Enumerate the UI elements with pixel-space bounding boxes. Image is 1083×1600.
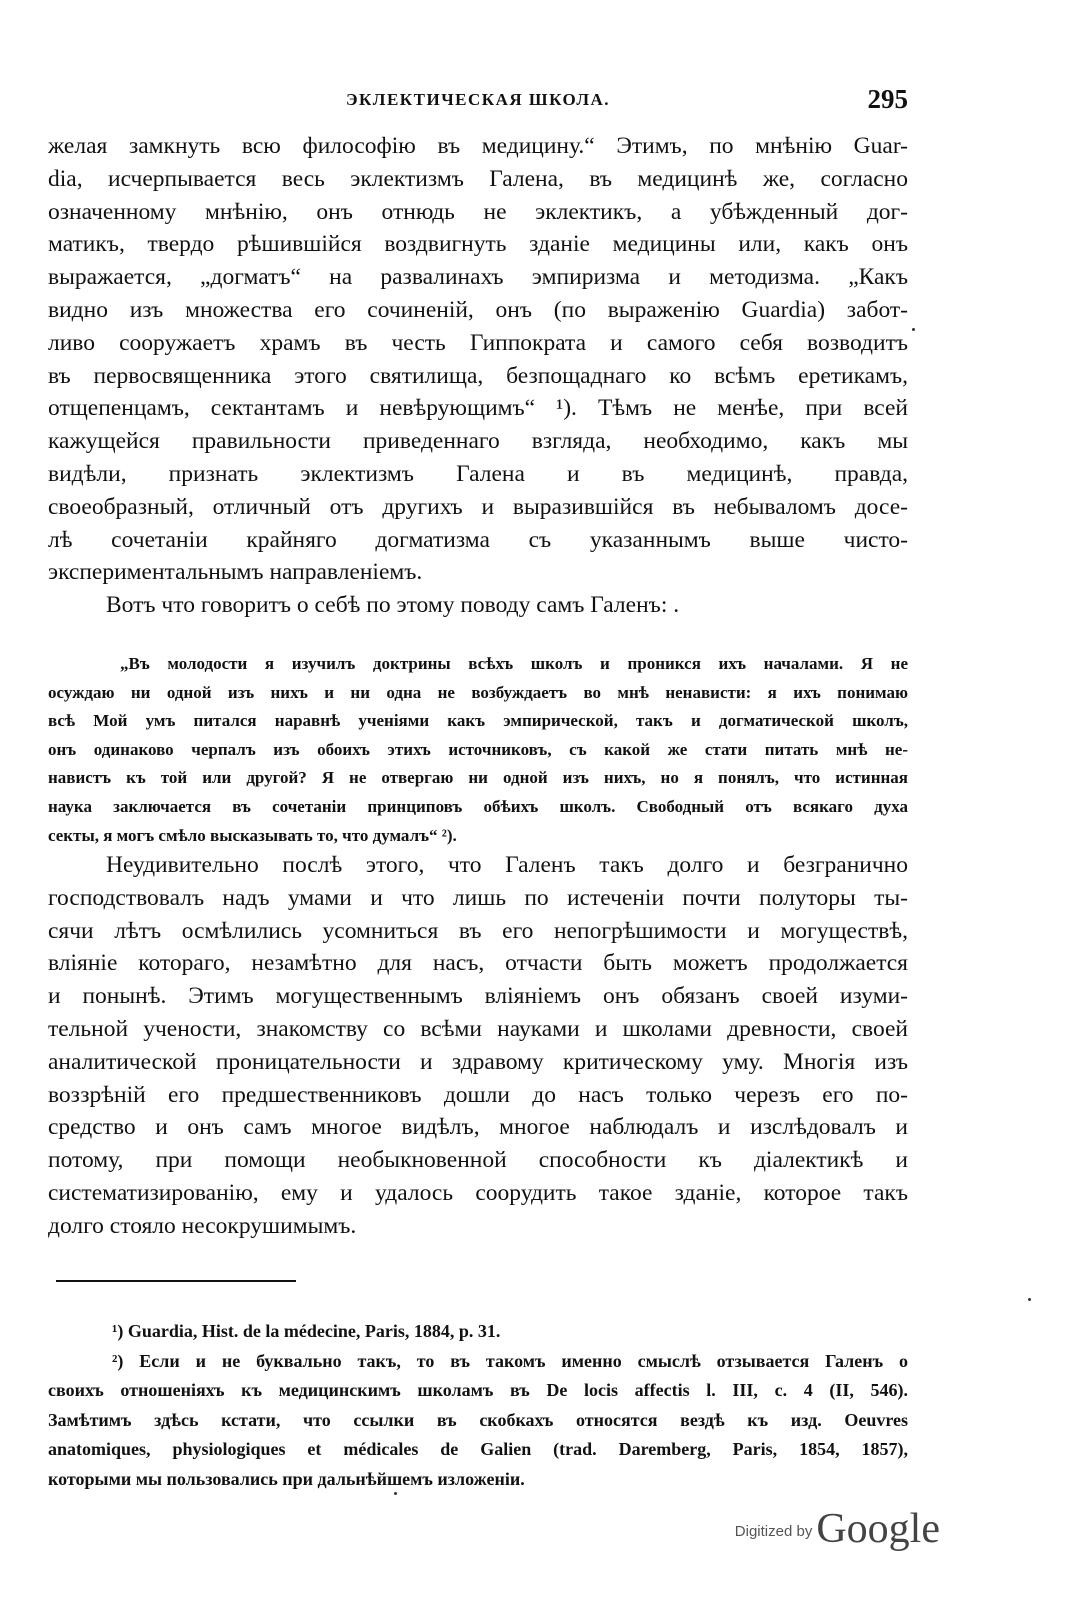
page-speck: [912, 328, 915, 331]
quote-line: онъ одинаково черпалъ изъ обоихъ этихъ источниковъ, съ какой же стати питать мнѣ не-: [48, 739, 908, 759]
text-line: и понынѣ. Этимъ могущественнымъ вліяніемъ онъ обязанъ своей изуми-: [48, 983, 908, 1010]
footnotes: [48, 1317, 908, 1494]
quote-intro-line: Вотъ что говоритъ о себѣ по этому поводу самъ Галенъ: .: [106, 592, 680, 619]
quote-line: „Въ молодости я изучилъ доктрины всѣхъ школъ и проникся ихъ началами. Я не: [120, 654, 908, 673]
running-head-title: ЭКЛЕКТИЧЕСКАЯ ШКОЛА.: [345, 90, 611, 109]
page-speck: [394, 1492, 397, 1495]
text-line: аналитической проницательности и здравому критическому уму. Многія изъ: [48, 1048, 908, 1075]
google-logo: Google: [816, 1506, 940, 1552]
text-line: лѣ сочетаніи крайняго догматизма съ указаннымъ выше чисто-: [48, 526, 908, 553]
digitization-watermark: [735, 1500, 940, 1550]
quote-line: наука заключается въ сочетаніи принциповъ обѣихъ школъ. Свободный отъ всякаго духа: [48, 796, 908, 816]
text-line: долго стояло несокрушимымъ.: [48, 1212, 357, 1239]
galen-quote: [48, 650, 908, 850]
text-line: въ первосвященника этого святилища, безпощаднаго ко всѣмъ еретикамъ,: [48, 362, 908, 389]
quote-line: всѣ Мой умъ питался наравнѣ ученіями какъ эмпирической, такъ и догматической школъ,: [48, 711, 908, 731]
text-line: сячи лѣтъ осмѣлились усомниться въ его непогрѣшимости и могуществѣ,: [48, 917, 908, 944]
text-line: видно изъ множества его сочиненій, онъ (по выраженію Guardia) забот-: [48, 296, 908, 323]
text-line: dia, исчерпывается весь эклектизмъ Галена, въ медицинѣ же, согласно: [48, 165, 908, 192]
text-line: воззрѣній его предшественниковъ дошли до насъ только черезъ его по-: [48, 1081, 908, 1108]
text-line: экспериментальнымъ направленіемъ.: [48, 559, 423, 586]
text-line: кажущейся правильности приведеннаго взгляда, необходимо, какъ мы: [48, 428, 908, 455]
footnote-2-line: Замѣтимъ здѣсь кстати, что ссылки въ скобкахъ относятся вездѣ къ изд. Oeuvres: [48, 1409, 908, 1430]
text-line: систематизированію, ему и удалось соорудить такое зданіе, которое такъ: [48, 1179, 908, 1206]
text-line: отщепенцамъ, сектантамъ и невѣрующимъ“ ¹). Тѣмъ не менѣе, при всей: [48, 395, 908, 422]
footnote-2-line: anatomiques, physiologiques et médicales de Galien (trad. Daremberg, Paris, 1854, 1857),: [48, 1439, 908, 1459]
footnote-separator: [56, 1280, 296, 1282]
text-line: выражается, „догматъ“ на развалинахъ эмпиризма и методизма. „Какъ: [48, 264, 908, 291]
running-head: [48, 84, 908, 114]
quote-line: осуждаю ни одной изъ нихъ и ни одна не возбуждаетъ во мнѣ ненависти: я ихъ понимаю: [48, 682, 908, 702]
paragraph-2: [48, 849, 908, 1243]
page-speck: [1028, 1298, 1031, 1301]
footnote-2-line: ²) Если и не буквально такъ, то въ такомъ именно смыслѣ отзывается Галенъ о: [112, 1350, 908, 1371]
text-line: матикъ, твердо рѣшившійся воздвигнуть зданіе медицины или, какъ онъ: [48, 231, 908, 258]
footnote-2-line: которыми мы пользовались при дальнѣйшемъ изложеніи.: [48, 1468, 525, 1489]
text-line: тельной учености, знакомству со всѣми науками и школами древности, своей: [48, 1015, 908, 1042]
paragraph-1: [48, 130, 908, 622]
footnote-1: ¹) Guardia, Hist. de la médecine, Paris, 1884, p. 31.: [112, 1321, 501, 1341]
text-line: ливо сооружаетъ храмъ въ честь Гиппократа и самого себя возводитъ: [48, 329, 908, 356]
text-line: вліяніе котораго, незамѣтно для насъ, отчасти быть можетъ продолжается: [48, 950, 908, 977]
page-number: 295: [867, 84, 908, 114]
text-line: Неудивительно послѣ этого, что Галенъ такъ долго и безгранично: [106, 852, 908, 878]
quote-line: навистъ къ той или другой? Я не отвергаю ни одной изъ нихъ, но я понялъ, что истинная: [48, 768, 908, 788]
text-line: своеобразный, отличный отъ другихъ и выразившійся въ небываломъ досе-: [48, 493, 908, 520]
text-line: желая замкнуть всю философію въ медицину.“ Этимъ, по мнѣнію Guar-: [48, 133, 908, 159]
text-line: означенному мнѣнію, онъ отнюдь не эклектикъ, а убѣжденный дог-: [48, 198, 908, 225]
footnote-2-line: своихъ отношеніяхъ къ медицинскимъ школамъ въ De locis affectis l. III, c. 4 (II, 546).: [48, 1380, 908, 1400]
text-line: господствовалъ надъ умами и что лишь по истеченіи почти полуторы ты-: [48, 884, 908, 911]
text-line: потому, при помощи необыкновенной способности къ діалектикѣ и: [48, 1147, 908, 1174]
quote-line: секты, я могъ смѣло высказывать то, что думалъ“ ²).: [48, 825, 457, 845]
text-line: средство и онъ самъ многое видѣлъ, многое наблюдалъ и изслѣдовалъ и: [48, 1114, 908, 1141]
digitized-by-label: Digitized by: [734, 1523, 813, 1540]
text-line: видѣли, признать эклектизмъ Галена и въ медицинѣ, правда,: [48, 460, 908, 487]
